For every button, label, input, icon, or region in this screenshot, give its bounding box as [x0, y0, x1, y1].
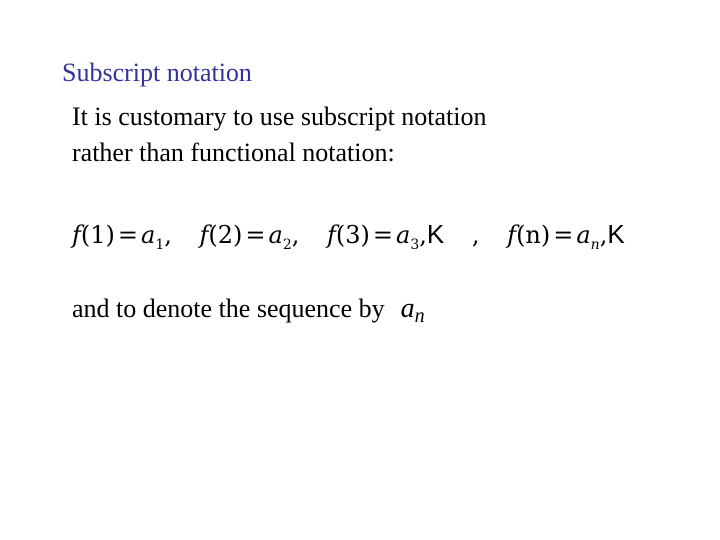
- sequence-text: and to denote the sequence by: [72, 294, 385, 323]
- formula-ellipsis-separator: ,: [471, 221, 480, 249]
- formula-term-n: $f(n) = a_n,K$: [507, 219, 625, 253]
- formula-term-1: $f(1) = a_1$,: [72, 221, 172, 253]
- body-text: [72, 99, 487, 171]
- body-line: rather than functional notation:: [72, 138, 395, 167]
- body-line: It is customary to use subscript notation: [72, 102, 487, 131]
- formula: [72, 214, 625, 265]
- formula-term-2: $f(2) = a_2$,: [199, 221, 300, 253]
- slide-title: Subscript notation: [62, 58, 252, 87]
- formula-term-3: $f(3) = a_3,K$: [327, 219, 445, 253]
- sequence-symbol: $a_n$: [400, 293, 425, 327]
- sequence-line: [72, 291, 425, 334]
